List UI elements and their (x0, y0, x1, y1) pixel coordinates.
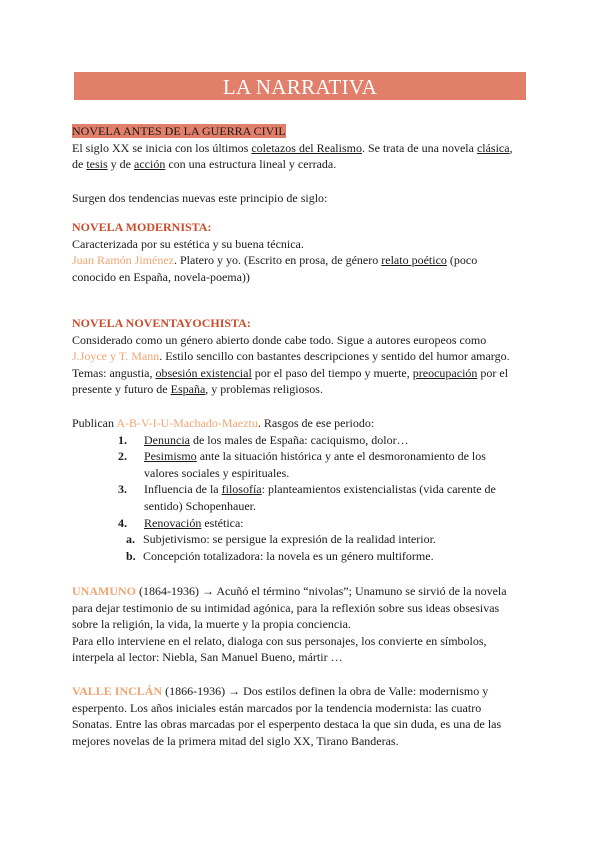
sub-list (72, 531, 520, 564)
sub-list-item: b. Concepción totalizadora: la novela es un género multiforme. (126, 548, 434, 563)
list-item: 3. Influencia de la filosofía: planteamientos existencialistas (vida carente de sentido) Schopenhauer. (118, 482, 496, 513)
page-title: LA NARRATIVA (74, 72, 526, 100)
author-list: A-B-V-I-U-Machado-Maeztu (116, 415, 258, 430)
author-name-unamuno: UNAMUNO (72, 584, 136, 598)
tendencies-paragraph: Surgen dos tendencias nuevas este principio de siglo: (72, 190, 328, 205)
section-before-civil-war (72, 123, 520, 206)
section-valle-inclan (72, 683, 520, 749)
section-unamuno (72, 583, 520, 666)
author-name: Juan Ramón Jiménez (72, 253, 174, 268)
list-item: 4. Renovación estética: a. Subjetivismo: se persigue la expresión de la realidad interior. b. Concepción totalizadora: la novela es un género multiforme. (72, 515, 520, 565)
publish-paragraph: Publican A-B-V-I-U-Machado-Maeztu. Rasgos de ese periodo: (72, 415, 375, 430)
section-modernist-novel (72, 219, 520, 285)
modernist-example: Juan Ramón Jiménez. Platero y yo. (Escrito en prosa, de género relato poético (poco conocido en España, novela-poema)) (72, 253, 478, 284)
list-item: 2. Pesimismo ante la situación histórica y ante el desmoronamiento de los valores sociales y espirituales. (118, 449, 486, 480)
section-98-novel (72, 315, 520, 564)
section-heading-before-civil-war: NOVELA ANTES DE LA GUERRA CIVIL (72, 124, 286, 138)
section-heading-98: NOVELA NOVENTAYOCHISTA: (72, 316, 251, 330)
unamuno-paragraph-2: Para ello interviene en el relato, dialoga con sus personajes, los convierte en símbolos, interpela al lector: Niebla, San Manuel Bueno, mártir … (72, 633, 487, 665)
traits-list (72, 432, 520, 565)
noventayochista-desc: Considerado como un género abierto donde cabe todo. Sigue a autores europeos como J.Joyce y T. Mann. Estilo sencillo con bastantes descripciones y sentido del humor amargo. (72, 332, 510, 364)
valle-paragraph: VALLE INCLÁN (1866-1936) → Dos estilos definen la obra de Valle: modernismo y esperpento. Los años iniciales están marcados por la tendencia modernista: las cuatro Sonatas. Entre las obras marcadas por el esperpento destaca la que sin duda, es una de las mejores novelas de la primera mitad del siglo XX, Tirano Banderas. (72, 684, 502, 748)
modernist-desc: Caracterizada por su estética y su buena técnica. (72, 236, 304, 251)
intro-paragraph: El siglo XX se inicia con los últimos coletazos del Realismo. Se trata de una novela clásica, de tesis y de acción con una estructura lineal y cerrada. (72, 140, 513, 172)
themes-paragraph: Temas: angustia, obsesión existencial por el paso del tiempo y muerte, preocupación por el presente y futuro de España, y problemas religiosos. (72, 365, 509, 397)
author-name-valle: VALLE INCLÁN (72, 684, 163, 698)
unamuno-paragraph: UNAMUNO (1864-1936) → Acuñó el término “nivolas”; Unamuno se sirvió de la novela para dejar testimonio de su intimidad agónica, para la reflexión sobre sus ideas obsesivas sobre la religión, la vida, la muerte y la propia conciencia. (72, 584, 507, 632)
section-heading-modernist: NOVELA MODERNISTA: (72, 220, 212, 234)
author-names: J.Joyce y T. Mann (72, 349, 160, 364)
list-item: 1. Denuncia de los males de España: caciquismo, dolor… (118, 432, 409, 447)
sub-list-item: a. Subjetivismo: se persigue la expresión de la realidad interior. (126, 532, 436, 547)
